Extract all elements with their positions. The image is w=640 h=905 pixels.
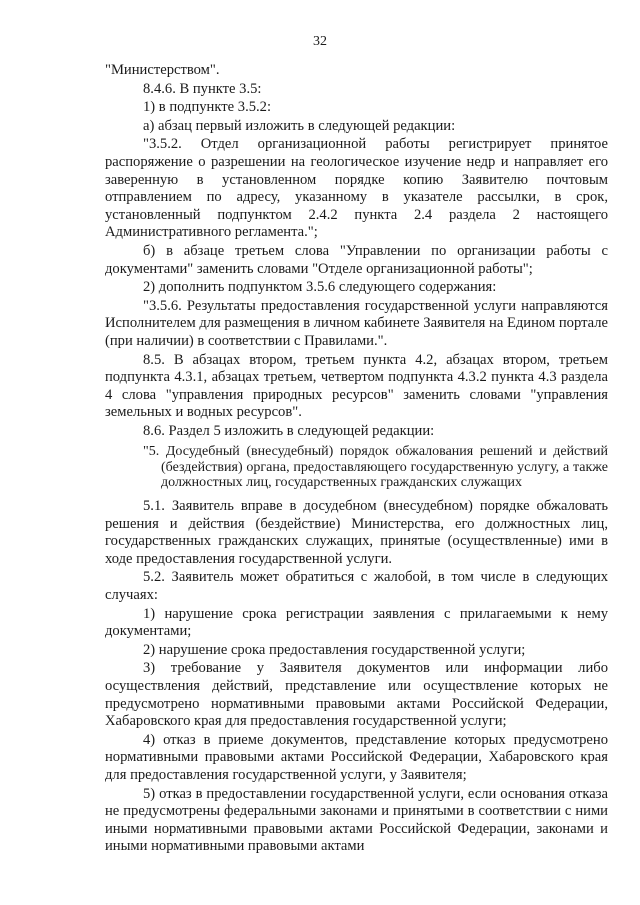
paragraph: 5) отказ в предоставлении государственной услуги, если основания отказа не предусмотрены федеральными законами и принятыми в соответствии с ними иными нормативными правовыми актами Российской Федерации, законами и иными нормативными правовыми актами xyxy=(105,785,608,855)
paragraph: 2) дополнить подпунктом 3.5.6 следующего содержания: xyxy=(143,279,497,296)
paragraph: 8.6. Раздел 5 изложить в следующей редакции: xyxy=(143,422,435,439)
paragraph: 5.2. Заявитель может обратиться с жалобой, в том числе в следующих случаях: xyxy=(105,569,608,604)
paragraph: "3.5.6. Результаты предоставления государственной услуги направляются Исполнителем для размещения в личном кабинете Заявителя на Едином портале (при наличии) в соответствии с Правилами.". xyxy=(105,297,608,349)
page-number: 32 xyxy=(313,34,327,49)
paragraph: 5.1. Заявитель вправе в досудебном (внесудебном) порядке обжаловать решения и действия (бездействие) Министерства, его должностных лиц, государственных гражданских служащих, принятые (осуществленные) ими в ходе предоставления государственной услуги. xyxy=(105,498,608,567)
paragraph: 2) нарушение срока предоставления государственной услуги; xyxy=(143,641,526,658)
section-title: "5. Досудебный (внесудебный) порядок обжалования решений и действий (бездействия) органа, предоставляющего государственную услугу, а также должностных лиц, государственных гражданских служащих xyxy=(143,444,608,490)
paragraph: 4) отказ в приеме документов, представление которых предусмотрено нормативными правовыми актами Российской Федерации, Хабаровского края для предоставления государственной услуги, у Заявителя; xyxy=(105,731,608,783)
paragraph: "Министерством". xyxy=(105,62,220,78)
paragraph: 3) требование у Заявителя документов или информации либо осуществления действий, представление или осуществление которых не предусмотрено нормативными правовыми актами Российской Федерации, Хабаровского края для предоставления государственной услуги; xyxy=(105,660,608,730)
paragraph: "3.5.2. Отдел организационной работы регистрирует принятое распоряжение о разрешении на геологическое изучение недр и направляет его заверенную в установленном порядке копию Заявителю почтовым отправлением по адресу, указанному в указателе рассылки, в срок, установленный подпунктом 2.4.2 пункта 2.4 раздела 2 настоящего Административного регламента."; xyxy=(105,136,608,241)
paragraph: 1) нарушение срока регистрации заявления с прилагаемыми к нему документами; xyxy=(105,605,608,640)
paragraph: 8.4.6. В пункте 3.5: xyxy=(143,80,262,97)
document-body xyxy=(105,62,608,857)
paragraph: б) в абзаце третьем слова "Управлении по организации работы с документами" заменить словами "Отделе организационной работы"; xyxy=(105,242,608,277)
paragraph: 8.5. В абзацах втором, третьем пункта 4.2, абзацах втором, третьем подпункта 4.3.1, абзацах третьем, четвертом подпункта 4.3.2 пункта 4.3 раздела 4 слова "управления природных ресурсов" заменить словами "управления земельных и водных ресурсов". xyxy=(105,351,608,421)
paragraph: 1) в подпункте 3.5.2: xyxy=(143,99,272,116)
paragraph: а) абзац первый изложить в следующей редакции: xyxy=(143,117,456,134)
